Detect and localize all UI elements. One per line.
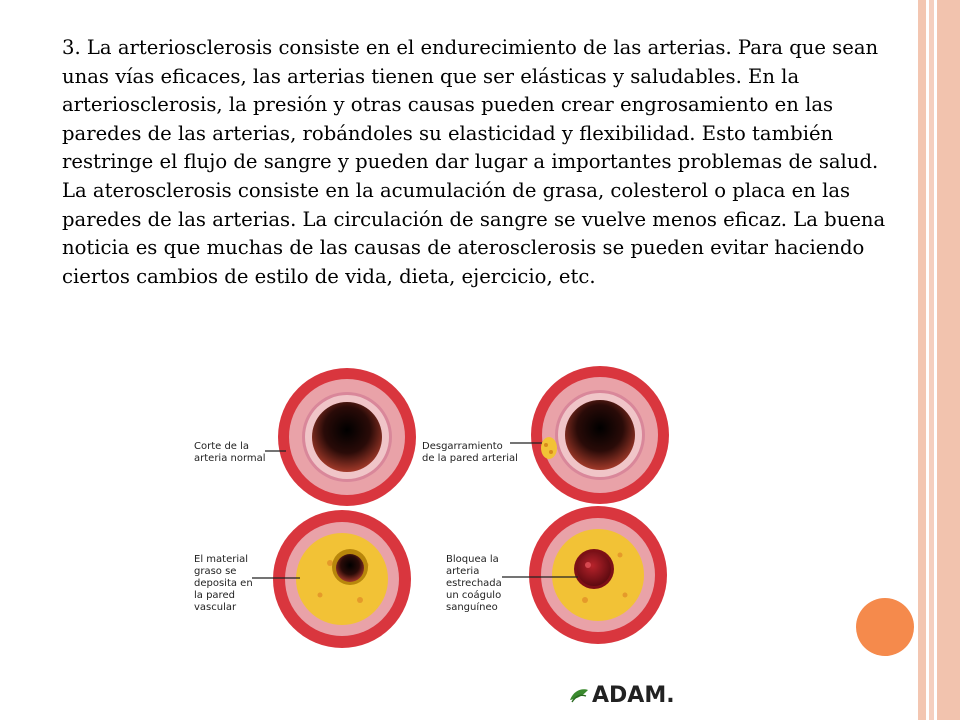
artery-cross-section-figure bbox=[190, 355, 680, 710]
paragraph-atherosclerosis: La aterosclerosis consiste en la acumulación de grasa, colesterol o placa en las paredes de las arterias. La circulación de sangre se vuelve menos eficaz. La buena noticia es que muchas de las causas de aterosclerosis se pueden evitar haciendo ciertos cambios de estilo de vida, dieta, ejercicio, etc. bbox=[62, 178, 886, 288]
fatty-deposit-artery-diagram bbox=[273, 510, 411, 648]
blood-clot-artery-diagram bbox=[529, 506, 667, 644]
adam-logo bbox=[568, 680, 675, 710]
torn-artery-diagram bbox=[531, 366, 669, 504]
adam-logo-text: ADAM. bbox=[592, 682, 675, 708]
normal-artery-diagram bbox=[278, 368, 416, 506]
decorative-stripes bbox=[918, 0, 960, 720]
slide-text bbox=[62, 34, 902, 291]
label-fatty-deposit: El material graso se deposita en la pared vascular bbox=[194, 554, 253, 613]
label-blood-clot: Bloquea la arteria estrechada un coágulo sanguíneo bbox=[446, 554, 502, 613]
label-arterial-tear: Desgarramiento de la pared arterial bbox=[422, 441, 518, 464]
label-normal-artery: Corte de la arteria normal bbox=[194, 441, 266, 464]
orange-dot-decoration bbox=[856, 598, 914, 656]
artery-illustration bbox=[190, 355, 680, 710]
leaf-icon bbox=[568, 686, 590, 704]
paragraph-arteriosclerosis: 3. La arteriosclerosis consiste en el endurecimiento de las arterias. Para que sean unas vías eficaces, las arterias tienen que ser elásticas y saludables. En la arteriosclerosis, la presión y otras causas pueden crear engrosamiento en las paredes de las arterias, robándoles su elasticidad y flexibilidad. Esto también restringe el flujo de sangre y pueden dar lugar a importantes problemas de salud. bbox=[62, 36, 879, 174]
